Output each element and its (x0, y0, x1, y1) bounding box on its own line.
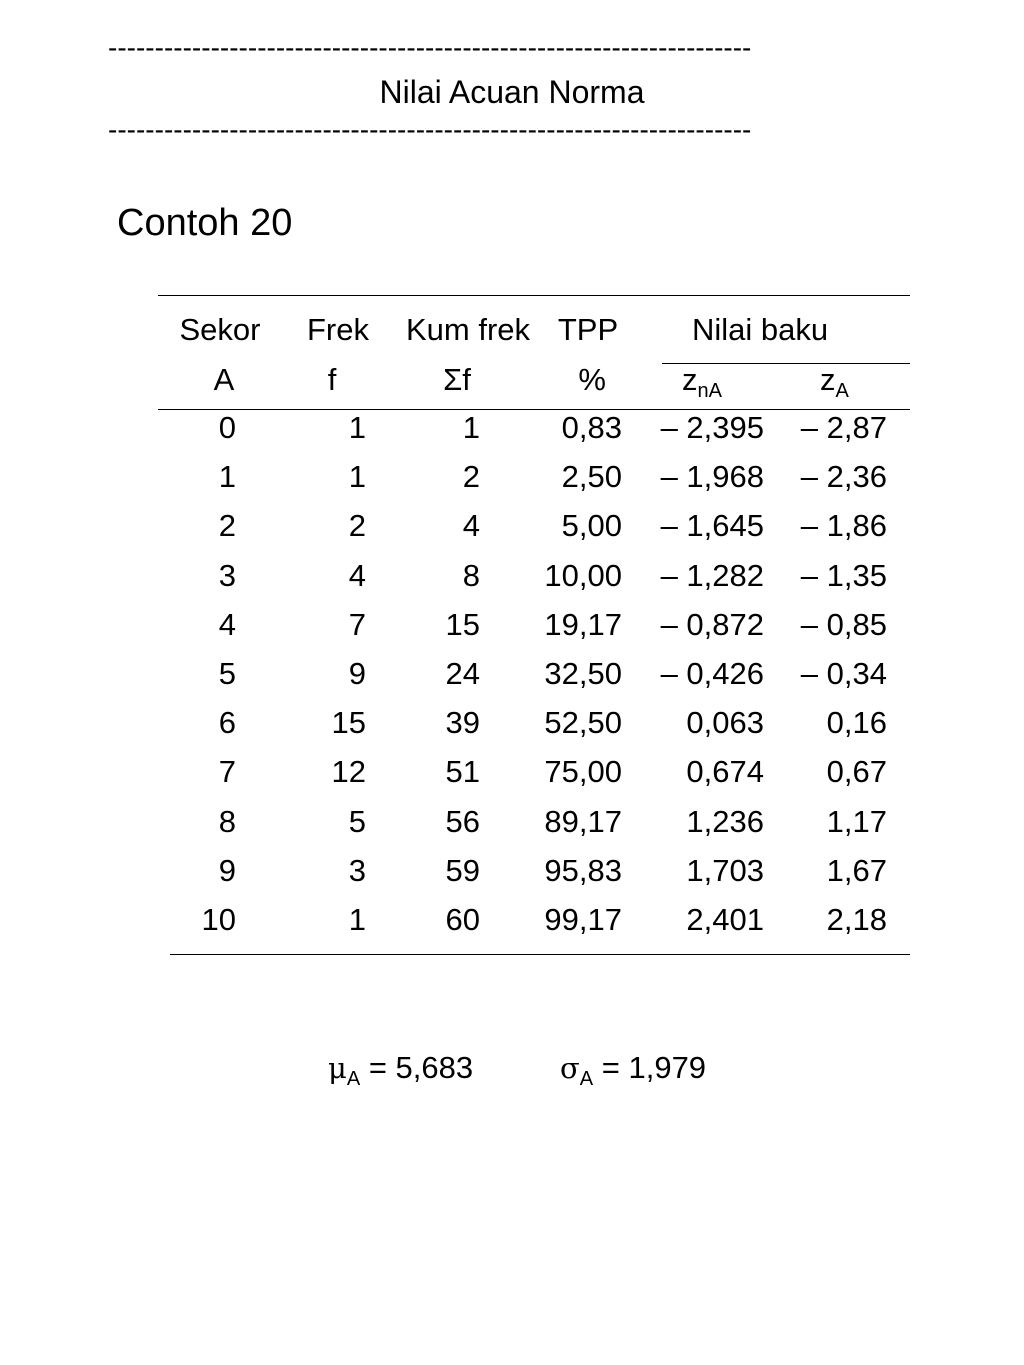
table-bottom-rule (170, 954, 910, 955)
cell-z-a: 0,67 (826, 754, 887, 790)
cell-kum-frek: 8 (462, 557, 480, 593)
cell-tpp: 19,17 (544, 606, 622, 642)
cell-tpp: 32,50 (544, 656, 622, 691)
cell-tpp: 10,00 (544, 557, 622, 593)
mu-symbol: μ (328, 1051, 347, 1085)
cell-sekor: 9 (218, 852, 236, 888)
cell-sekor: 2 (218, 508, 236, 544)
cell-kum-frek: 59 (445, 852, 480, 888)
example-heading: Contoh 20 (117, 202, 293, 244)
z-symbol: z (820, 362, 836, 397)
cell-z-na: 1,236 (686, 803, 764, 839)
cell-z-na: 1,703 (686, 852, 764, 888)
cell-z-na: – 1,282 (660, 557, 764, 593)
cell-kum-frek: 60 (445, 902, 480, 937)
header-tpp: TPP (557, 312, 619, 347)
cell-frek: 3 (348, 852, 366, 888)
cell-tpp: 0,83 (561, 410, 622, 445)
cell-z-a: 1,17 (826, 803, 887, 839)
header-dash-line-top: --------------------------------------------------------------------- (108, 34, 752, 62)
z-a-subscript: A (835, 380, 849, 402)
cell-sekor: 1 (218, 459, 236, 495)
cell-frek: 9 (348, 656, 366, 691)
mean-value: = 5,683 (360, 1050, 474, 1085)
cell-z-a: – 2,36 (800, 459, 887, 495)
sigma-subscript: A (579, 1068, 594, 1090)
cell-frek: 1 (348, 902, 366, 937)
cell-z-a: – 1,35 (800, 557, 887, 593)
cell-z-a: 1,67 (826, 852, 887, 888)
cell-frek: 1 (348, 410, 366, 445)
cell-kum-frek: 51 (445, 754, 480, 790)
header-z-na (682, 362, 722, 402)
cell-kum-frek: 15 (445, 606, 480, 642)
cell-z-na: – 0,426 (660, 656, 764, 691)
cell-sekor: 6 (218, 705, 236, 741)
cell-tpp: 99,17 (544, 902, 622, 937)
cell-z-a: – 0,34 (800, 656, 887, 691)
cell-kum-frek: 2 (462, 459, 480, 495)
cell-tpp: 5,00 (561, 508, 622, 544)
cell-tpp: 75,00 (544, 754, 622, 790)
page-title: Nilai Acuan Norma (379, 74, 645, 110)
cell-kum-frek: 24 (445, 656, 480, 691)
cell-z-na: – 0,872 (660, 606, 764, 642)
cell-z-a: – 2,87 (800, 410, 887, 445)
cell-z-na: – 1,968 (660, 459, 764, 495)
cell-sekor: 0 (218, 410, 236, 445)
cell-frek: 4 (348, 557, 366, 593)
header-sekor: Sekor (179, 312, 261, 347)
cell-z-a: – 0,85 (800, 606, 887, 642)
cell-frek: 12 (331, 754, 366, 790)
header-sigma-f: Σf (443, 362, 471, 397)
cell-kum-frek: 1 (462, 410, 480, 445)
cell-z-na: 2,401 (686, 902, 764, 937)
cell-sekor: 7 (218, 754, 236, 790)
header-a: A (213, 362, 235, 397)
header-dash-line-bottom: --------------------------------------------------------------------- (108, 116, 752, 144)
header-kum-frek: Kum frek (405, 312, 531, 347)
cell-sekor: 10 (201, 902, 236, 937)
cell-frek: 15 (331, 705, 366, 741)
cell-z-na: 0,674 (686, 754, 764, 790)
cell-tpp: 2,50 (561, 459, 622, 495)
z-na-subscript: nA (697, 380, 722, 402)
header-z-a (820, 362, 849, 402)
cell-frek: 2 (348, 508, 366, 544)
table-top-rule (158, 295, 910, 296)
header-percent: % (578, 362, 606, 397)
cell-z-na: – 1,645 (660, 508, 764, 544)
cell-frek: 1 (348, 459, 366, 495)
cell-kum-frek: 56 (445, 803, 480, 839)
cell-tpp: 52,50 (544, 705, 622, 741)
cell-z-na: – 2,395 (660, 410, 764, 445)
cell-z-a: 0,16 (826, 705, 887, 741)
header-f: f (327, 362, 337, 397)
mu-subscript: A (346, 1068, 361, 1090)
sigma-symbol: σ (560, 1051, 580, 1085)
cell-sekor: 8 (218, 803, 236, 839)
cell-tpp: 95,83 (544, 852, 622, 888)
mean-stat (328, 1050, 474, 1090)
cell-z-na: 0,063 (686, 705, 764, 741)
cell-frek: 7 (348, 606, 366, 642)
stdev-value: = 1,979 (593, 1050, 707, 1085)
stdev-stat (560, 1050, 707, 1090)
cell-frek: 5 (348, 803, 366, 839)
cell-tpp: 89,17 (544, 803, 622, 839)
cell-z-a: 2,18 (826, 902, 887, 937)
cell-sekor: 4 (218, 606, 236, 642)
cell-sekor: 3 (218, 557, 236, 593)
cell-z-a: – 1,86 (800, 508, 887, 544)
header-nilai-baku: Nilai baku (691, 312, 829, 347)
cell-kum-frek: 4 (462, 508, 480, 544)
z-symbol: z (682, 362, 698, 397)
cell-sekor: 5 (218, 656, 236, 691)
cell-kum-frek: 39 (445, 705, 480, 741)
header-frek: Frek (307, 312, 369, 347)
